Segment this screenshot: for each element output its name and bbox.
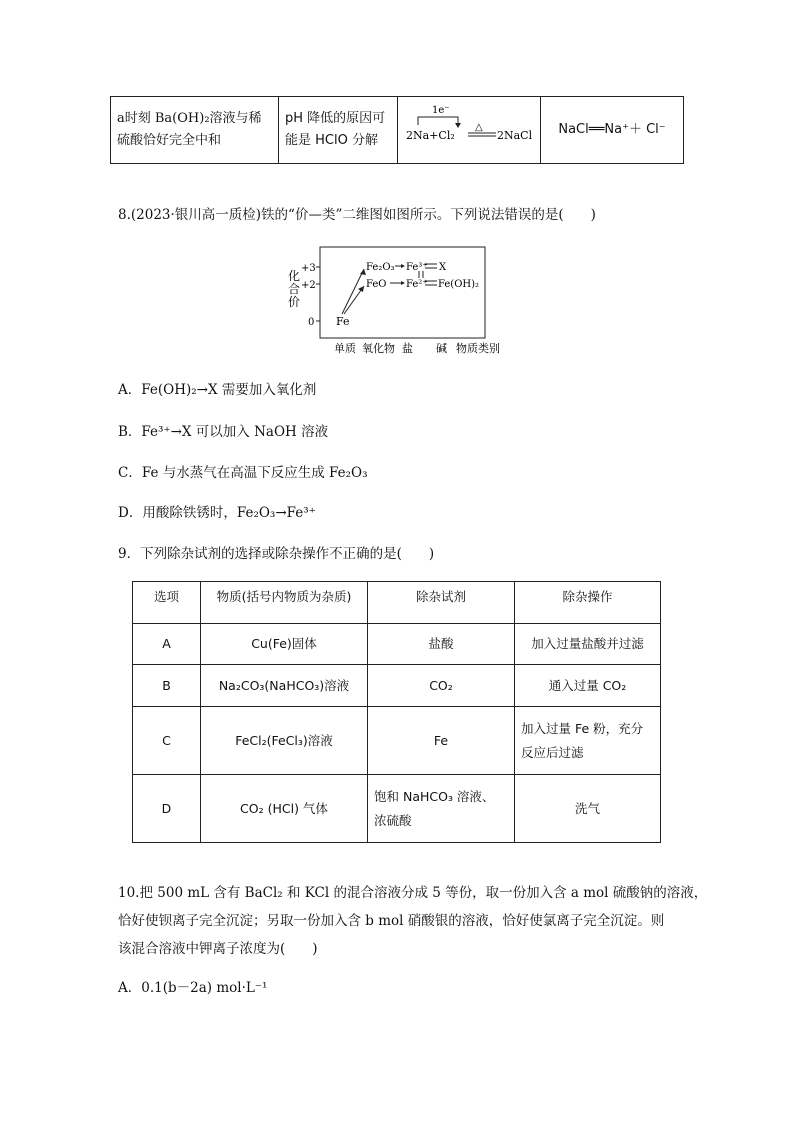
row-d-operation: 洗气 xyxy=(515,775,661,843)
table-row xyxy=(133,665,661,707)
row-a-operation: 加入过量盐酸并过滤 xyxy=(515,624,661,665)
top-cell-2-line-2: 能是 HClO 分解 xyxy=(285,133,378,148)
row-b-reagent: CO₂ xyxy=(368,665,515,707)
xlabel-salt: 盐 xyxy=(402,342,413,355)
equation-product: 2NaCl xyxy=(497,129,533,142)
electron-arrow-line xyxy=(418,117,458,125)
ytick-label-plus2: +2 xyxy=(301,280,316,291)
row-c-reagent: Fe xyxy=(368,707,515,775)
table-row xyxy=(133,624,661,665)
row-b-option: B xyxy=(133,665,201,707)
row-d-reagent-line-1: 饱和 NaHCO₃ 溶液、 xyxy=(374,788,495,804)
xlabel-oxide: 氧化物 xyxy=(362,342,395,355)
q8-option-b: B．Fe³⁺→X 可以加入 NaOH 溶液 xyxy=(118,424,329,440)
top-cell-4: NaCl══Na⁺＋ Cl⁻ xyxy=(541,97,684,164)
arrow-fe-to-fe2o3 xyxy=(342,269,364,314)
q10-line-2: 恰好使钡离子完全沉淀；另取一份加入含 b mol 硝酸银的溶液，恰好使氯离子完全沉淀。则 xyxy=(118,913,665,929)
header-option: 选项 xyxy=(133,582,201,624)
heat-symbol: △ xyxy=(475,122,483,133)
arrowhead-fe3 xyxy=(401,264,405,268)
row-a-option: A xyxy=(133,624,201,665)
table-row xyxy=(111,97,684,164)
row-c-operation xyxy=(515,707,661,775)
top-cell-1-line-2: 硫酸恰好完全中和 xyxy=(117,133,222,148)
q9-table xyxy=(132,581,661,843)
electron-label: 1e⁻ xyxy=(432,105,450,116)
arrowhead-feo xyxy=(358,286,364,292)
iron-valence-class-diagram xyxy=(280,240,520,360)
header-operation: 除杂操作 xyxy=(515,582,661,624)
table-header-row xyxy=(133,582,661,624)
top-table xyxy=(110,96,684,164)
ytick-label-plus3: +3 xyxy=(301,263,316,274)
row-c-operation-line-1: 加入过量 Fe 粉，充分 xyxy=(521,720,644,736)
equation-reactants: 2Na+Cl₂ xyxy=(406,129,455,142)
table-row xyxy=(133,775,661,843)
node-feoh2: Fe(OH)₂ xyxy=(438,279,480,290)
node-x: X xyxy=(439,262,447,273)
q8-stem: 8.(2023·银川高一质检)铁的“价—类”二维图如图所示。下列说法错误的是( ) xyxy=(118,207,596,223)
node-fe2: Fe²⁺ xyxy=(406,279,428,290)
row-c-option: C xyxy=(133,707,201,775)
q10-option-a: A．0.1(b－2a) mol·L⁻¹ xyxy=(118,980,268,996)
row-c-operation-line-2: 反应后过滤 xyxy=(521,744,584,760)
q8-option-d: D．用酸除铁锈时，Fe₂O₃→Fe³⁺ xyxy=(118,505,316,521)
header-reagent: 除杂试剂 xyxy=(368,582,515,624)
electron-transfer-equation xyxy=(404,97,534,163)
q8-option-a: A．Fe(OH)₂→X 需要加入氧化剂 xyxy=(118,382,317,398)
q10-line-1: 10.把 500 mL 含有 BaCl₂ 和 KCl 的混合溶液分成 5 等份，取一份加入含 a mol 硫酸钠的溶液， xyxy=(118,885,708,901)
top-cell-2 xyxy=(279,97,398,164)
top-cell-2-line-1: pH 降低的原因可 xyxy=(285,111,386,126)
node-fe2o3: Fe₂O₃ xyxy=(366,262,395,273)
top-cell-1-line-1: a时刻 Ba(OH)₂溶液与稀 xyxy=(117,111,262,126)
node-fe3: Fe³⁺ xyxy=(406,262,428,273)
row-b-operation: 通入过量 CO₂ xyxy=(515,665,661,707)
ytick-label-zero: 0 xyxy=(308,317,315,328)
row-b-substance: Na₂CO₃(NaHCO₃)溶液 xyxy=(201,665,368,707)
node-feo: FeO xyxy=(366,279,387,290)
q9-stem: 9．下列除杂试剂的选择或除杂操作不正确的是( ) xyxy=(118,546,435,562)
row-a-reagent: 盐酸 xyxy=(368,624,515,665)
row-d-reagent-line-2: 浓硫酸 xyxy=(374,812,412,828)
node-fe: Fe xyxy=(336,315,350,328)
top-cell-1 xyxy=(111,97,279,164)
row-c-substance: FeCl₂(FeCl₃)溶液 xyxy=(201,707,368,775)
xlabel-elemental: 单质 xyxy=(334,342,356,355)
row-d-reagent xyxy=(368,775,515,843)
xlabel-category: 物质类别 xyxy=(456,342,500,355)
q10-line-3: 该混合溶液中钾离子浓度为( ) xyxy=(118,941,318,957)
y-axis-label: 化合价 xyxy=(288,269,301,309)
row-d-option: D xyxy=(133,775,201,843)
header-substance: 物质(括号内物质为杂质) xyxy=(201,582,368,624)
q8-option-c: C．Fe 与水蒸气在高温下反应生成 Fe₂O₃ xyxy=(118,465,368,481)
arrowhead-fe2 xyxy=(401,281,405,285)
electron-arrowhead xyxy=(455,123,461,128)
row-d-substance: CO₂ (HCl) 气体 xyxy=(201,775,368,843)
table-row xyxy=(133,707,661,775)
xlabel-base: 碱 xyxy=(436,342,447,355)
top-cell-3 xyxy=(398,97,541,164)
row-a-substance: Cu(Fe)固体 xyxy=(201,624,368,665)
